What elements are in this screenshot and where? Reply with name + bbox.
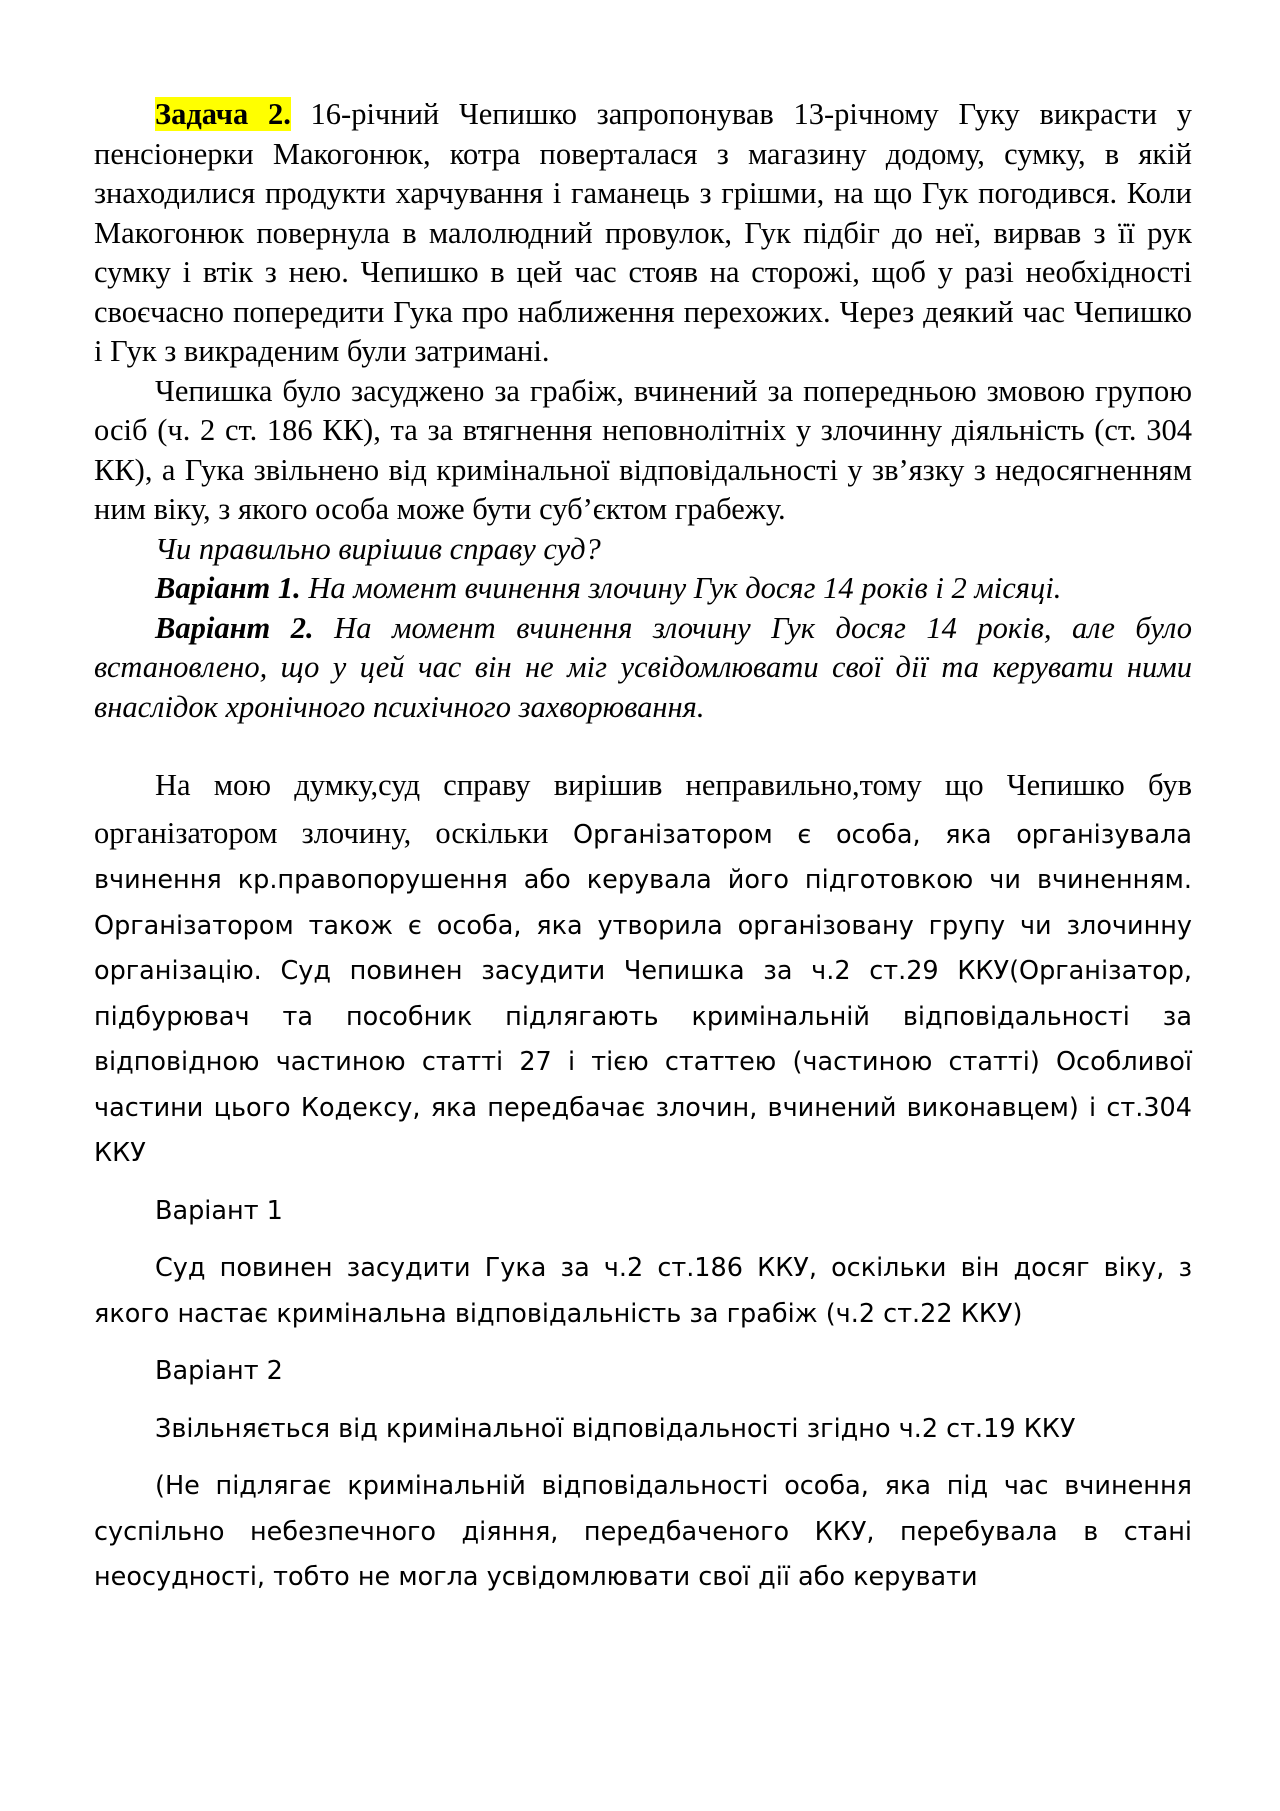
task-paragraph-1 [94, 95, 1192, 372]
answer-opinion-rest: Організатором є особа, яка організувала вчинення кр.правопорушення або керувала його підготовкою чи вчиненням. Організатором також є особа, яка утворила організовану групу чи злочинну організацію. Суд повинен засудити Чепишка за ч.2 ст.29 ККУ(Організатор, підбурювач та пособник підлягають кримінальній відповідальності за відповідною частиною статті 27 і тією статтею (частиною статті) Особливої частини цього Кодексу, яка передбачає злочин, вчинений виконавцем) і ст.304 ККУ [94, 819, 1193, 1168]
task-variant-2-label: Варіант 2. [155, 610, 314, 645]
task-variant-1-label: Варіант 1. [155, 571, 301, 605]
section-spacer [94, 727, 1192, 763]
task-question: Чи правильно вирішив справу суд? [155, 531, 601, 566]
task-paragraph-2: Чепишка було засуджено за грабіж, вчинений за попередньою змовою групою осіб (ч. 2 ст. 186 КК), та за втягнення неповнолітніх у злочинну діяльність (ст. 304 КК), а Гука звільнено від кримінальної відповідальності у зв’язку з недосягненням ним віку, з якого особа може бути суб’єктом грабежу. [94, 373, 1192, 526]
spacer [94, 1395, 1192, 1407]
task-text-1: 16-річний Чепишко запропонував 13-річному Гуку викрасти у пенсіонерки Макогонюк, котра поверталася з магазину додому, сумку, в якій знаходилися продукти харчування і гаманець з грішми, на що Гук погодився. Коли Макогонюк повернула в малолюдний провулок, Гук підбіг до неї, вирвав з її рук сумку і втік з нею. Чепишко в цей час стояв на сторожі, щоб у разі необхідності своєчасно попередити Гука про наближення перехожих. Через деякий час Чепишко і Гук з викраденим були затримані. [94, 97, 1192, 368]
answer-variant-1-heading: Варіант 1 [155, 1195, 283, 1226]
answer-variant-2-quote: (Не підлягає кримінальній відповідальності особа, яка під час вчинення суспільно небезпечного діяння, передбаченого ККУ, перебувала в стані неосудності, тобто не могла усвідомлювати свої дії або керувати [94, 1471, 1192, 1592]
task-variant-2-text: На момент вчинення злочину Гук досяг 14 років, але було встановлено, що у цей час він не міг усвідомлювати свої дії та керувати ними внаслідок хронічного психічного захворювання. [94, 610, 1192, 724]
answer-opinion [94, 763, 1192, 1177]
task-variant-1 [94, 569, 1192, 609]
task-variant-2 [94, 609, 1192, 728]
answer-variant-1-text: Суд повинен засудити Гука за ч.2 ст.186 ККУ, оскільки він досяг віку, з якого настає кримінальна відповідальність за грабіж (ч.2 ст.22 ККУ) [94, 1253, 1192, 1329]
task-heading: Задача 2. [155, 97, 291, 131]
spacer [94, 1337, 1192, 1349]
answer-variant-2-text: Звільняється від кримінальної відповідальності згідно ч.2 ст.19 ККУ [155, 1413, 1076, 1444]
task-variant-1-text: На момент вчинення злочину Гук досяг 14 років і 2 місяці. [300, 571, 1062, 605]
answer-variant-2-heading: Варіант 2 [155, 1356, 283, 1386]
spacer [94, 1452, 1192, 1464]
answer-opinion-lead: На мою думку,суд справу вирішив неправильно,тому що Чепишко був організатором злочину, оскільки [94, 768, 1192, 850]
spacer [94, 1234, 1192, 1246]
spacer [94, 1177, 1192, 1189]
